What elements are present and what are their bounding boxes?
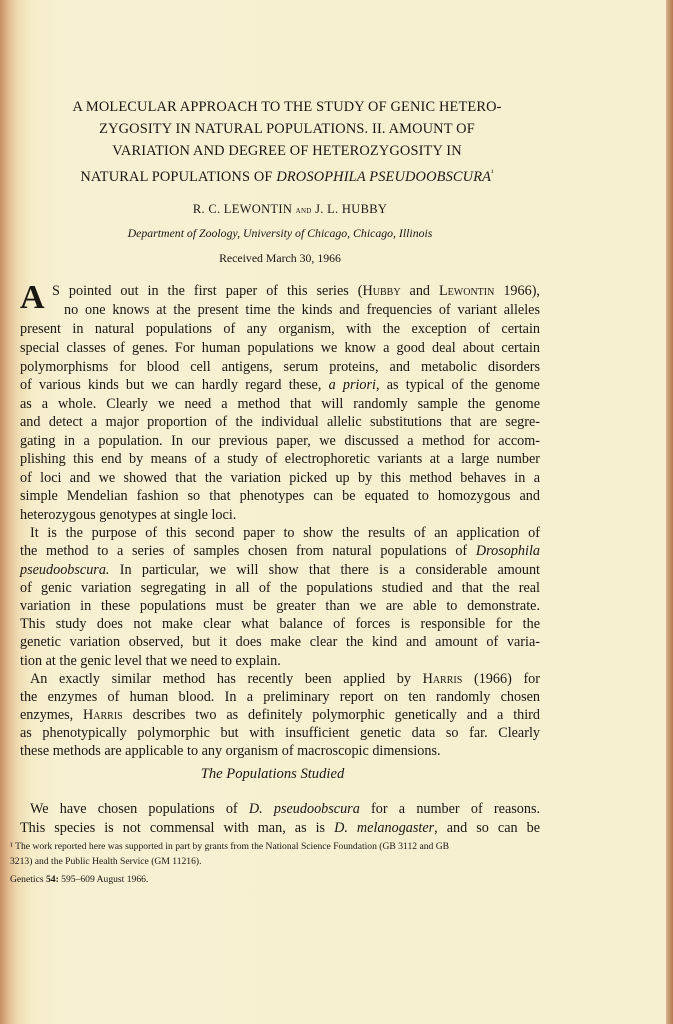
title-line: VARIATION AND DEGREE OF HETEROZYGOSITY IN bbox=[112, 143, 462, 159]
text-line: as phenotypically polymorphic but with insufficient genetic data so far. Clearly bbox=[20, 725, 540, 741]
article-title bbox=[22, 96, 552, 188]
text-line: pseudoobscura. In particular, we will show that there is a considerable amount bbox=[20, 562, 540, 578]
author-conjunction: and bbox=[295, 206, 312, 216]
text-line: plishing this end by means of a study of electrophoretic variants at a large number bbox=[20, 451, 540, 467]
text-line: as a whole. Clearly we need a method that will randomly sample the genome bbox=[20, 396, 540, 412]
footnote-line: ¹ The work reported here was supported in part by grants from the National Science Foundation (GB 3112 and GB bbox=[10, 841, 450, 852]
text-line: the method to a series of samples chosen from natural populations of Drosophila bbox=[20, 543, 540, 559]
authors bbox=[0, 202, 580, 217]
text-line: An exactly similar method has recently been applied by Harris (1966) for bbox=[30, 671, 540, 687]
text-line: enzymes, Harris describes two as definitely polymorphic genetically and a third bbox=[20, 707, 540, 723]
section-heading: The Populations Studied bbox=[200, 766, 345, 782]
title-line: NATURAL POPULATIONS OF DROSOPHILA $PSEUDOOBSCURA^{^1}$ bbox=[80, 168, 494, 185]
received-date: Received March 30, 1966 bbox=[219, 251, 341, 265]
text-line: special classes of genes. For human populations we know a good deal about certain bbox=[20, 340, 540, 356]
text-line: S pointed out in the first paper of this series (Hubby and Lewontin 1966), bbox=[52, 283, 540, 299]
text-line: polymorphisms for blood cell antigens, serum proteins, and metabolic disorders bbox=[20, 359, 540, 375]
text-line: We have chosen populations of D. pseudoobscura for a number of reasons. bbox=[30, 801, 541, 817]
text-line: and detect a major proportion of the individual allelic substitutions that are segre- bbox=[20, 414, 540, 430]
footnote-line: 3213) and the Public Health Service (GM 11216). bbox=[10, 856, 202, 867]
author-1: R. C. LEWONTIN bbox=[192, 202, 293, 216]
text-line: tion at the genic level that we need to explain. bbox=[20, 653, 281, 669]
journal-citation: Genetics 54: 595–609 August 1966. bbox=[10, 874, 149, 885]
text-line: of various kinds but we can hardly regard these, a priori, as typical of the genome bbox=[20, 377, 540, 393]
text-line: variation in these populations must be greater than we are able to demonstrate. bbox=[20, 598, 540, 614]
text-line: the enzymes of human blood. In a preliminary report on ten randomly chosen bbox=[20, 689, 540, 705]
author-2: J. L. HUBBY bbox=[315, 202, 388, 216]
text-line: no one knows at the present time the kinds and frequencies of variant alleles bbox=[64, 302, 540, 318]
text-line: This study does not make clear what balance of forces is responsible for the bbox=[20, 616, 540, 632]
text-line: It is the purpose of this second paper to show the results of an application of bbox=[30, 525, 540, 541]
text-line: gating in a population. In our previous paper, we discussed a method for accom- bbox=[20, 433, 540, 449]
text-line: present in natural populations of any organism, with the exception of certain bbox=[20, 321, 540, 337]
title-line: A MOLECULAR APPROACH TO THE STUDY OF GENIC HETERO- bbox=[72, 99, 502, 115]
text-line: these methods are applicable to any organism of macroscopic dimensions. bbox=[20, 743, 441, 759]
page-edge bbox=[666, 0, 673, 1024]
text-line: heterozygous genotypes at single loci. bbox=[20, 507, 237, 523]
drop-cap: A bbox=[20, 279, 45, 316]
text-line: of loci and we showed that the variation picked up by this method behaves in a bbox=[20, 470, 540, 486]
department: Department of Zoology, University of Chicago, Chicago, Illinois bbox=[127, 226, 433, 240]
title-line: ZYGOSITY IN NATURAL POPULATIONS. II. AMOUNT OF bbox=[99, 121, 475, 137]
text-line: of genic variation segregating in all of the populations studied and that the real bbox=[20, 580, 540, 596]
text-line: This species is not commensal with man, as is D. melanogaster, and so can be bbox=[20, 820, 540, 836]
text-line: simple Mendelian fashion so that phenotypes can be equated to homozygous and bbox=[20, 488, 540, 504]
text-line: genetic variation observed, but it does make clear the kind and amount of varia- bbox=[20, 634, 540, 650]
